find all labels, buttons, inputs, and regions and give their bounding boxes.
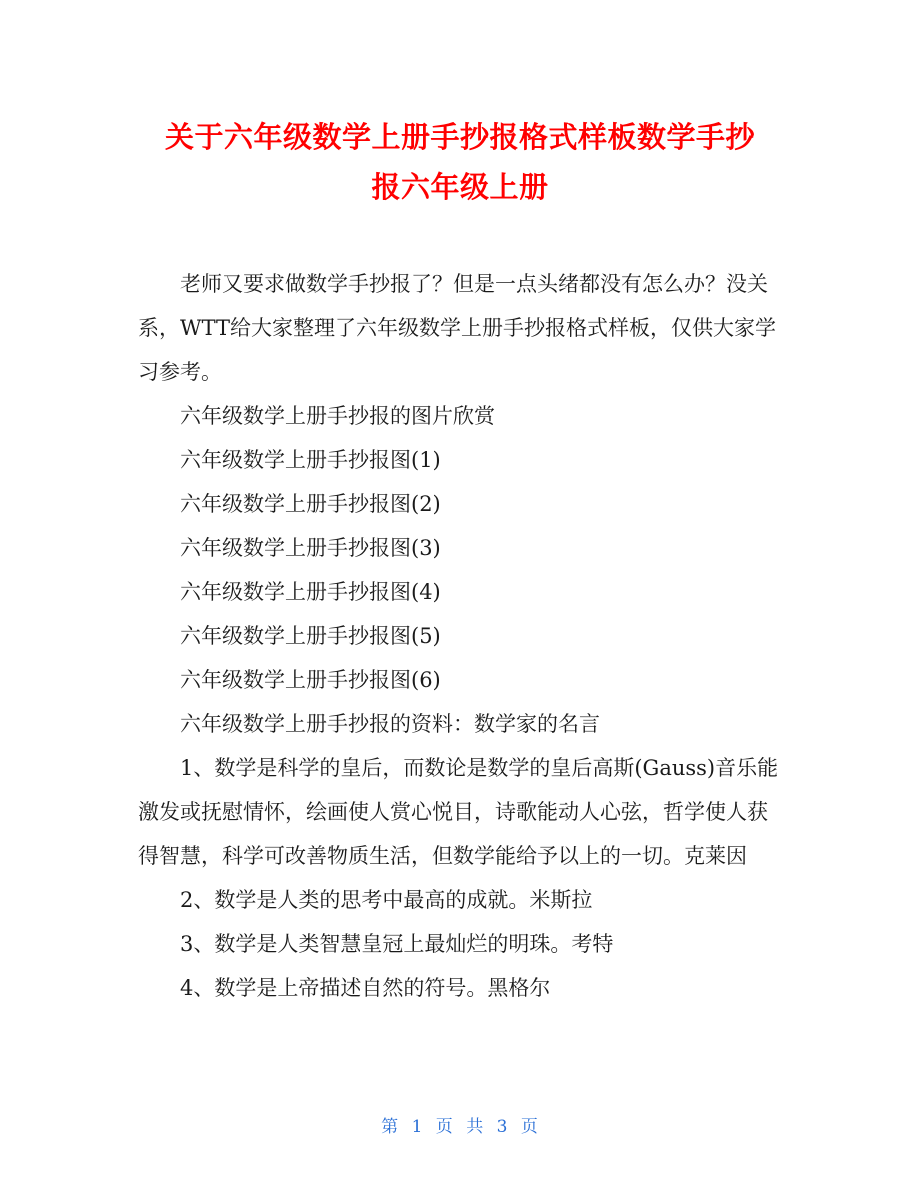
title-line-2: 报六年级上册: [371, 170, 549, 204]
footer-suffix: 页: [520, 1117, 539, 1137]
paragraph-image-3: 六年级数学上册手抄报图(3): [180, 536, 441, 560]
page-footer: [0, 1112, 920, 1137]
title-line-1: 关于六年级数学上册手抄报格式样板数学手抄: [164, 120, 755, 154]
paragraph-image-heading: 六年级数学上册手抄报的图片欣赏: [180, 404, 495, 428]
paragraph-quote-4: 4、数学是上帝描述自然的符号。黑格尔: [180, 976, 551, 1000]
footer-page-label: 页: [435, 1117, 454, 1137]
paragraph-image-4: 六年级数学上册手抄报图(4): [180, 580, 441, 604]
paragraph-quotes-heading: 六年级数学上册手抄报的资料：数学家的名言: [180, 712, 600, 736]
paragraph-intro: 老师又要求做数学手抄报了？但是一点头绪都没有怎么办？没关系，WTT给大家整理了六年级数学上册手抄报格式样板，仅供大家学习参考。: [138, 272, 776, 384]
document-body: [138, 262, 788, 1010]
footer-total-label: 共: [466, 1117, 485, 1137]
document-title: [120, 112, 800, 212]
paragraph-quote-1: 1、数学是科学的皇后，而数论是数学的皇后高斯(Gauss)音乐能激发或抚慰情怀，绘画使人赏心悦目，诗歌能动人心弦，哲学使人获得智慧，科学可改善物质生活，但数学能给予以上的一切。克莱因: [138, 756, 779, 868]
paragraph-image-2: 六年级数学上册手抄报图(2): [180, 492, 441, 516]
paragraph-image-1: 六年级数学上册手抄报图(1): [180, 448, 441, 472]
paragraph-quote-2: 2、数学是人类的思考中最高的成就。米斯拉: [180, 888, 593, 912]
paragraph-image-6: 六年级数学上册手抄报图(6): [180, 668, 441, 692]
paragraph-image-5: 六年级数学上册手抄报图(5): [180, 624, 441, 648]
footer-page-total: 3: [496, 1117, 509, 1137]
footer-prefix: 第: [381, 1117, 400, 1137]
footer-page-current: 1: [411, 1117, 424, 1137]
paragraph-quote-3: 3、数学是人类智慧皇冠上最灿烂的明珠。考特: [180, 932, 614, 956]
